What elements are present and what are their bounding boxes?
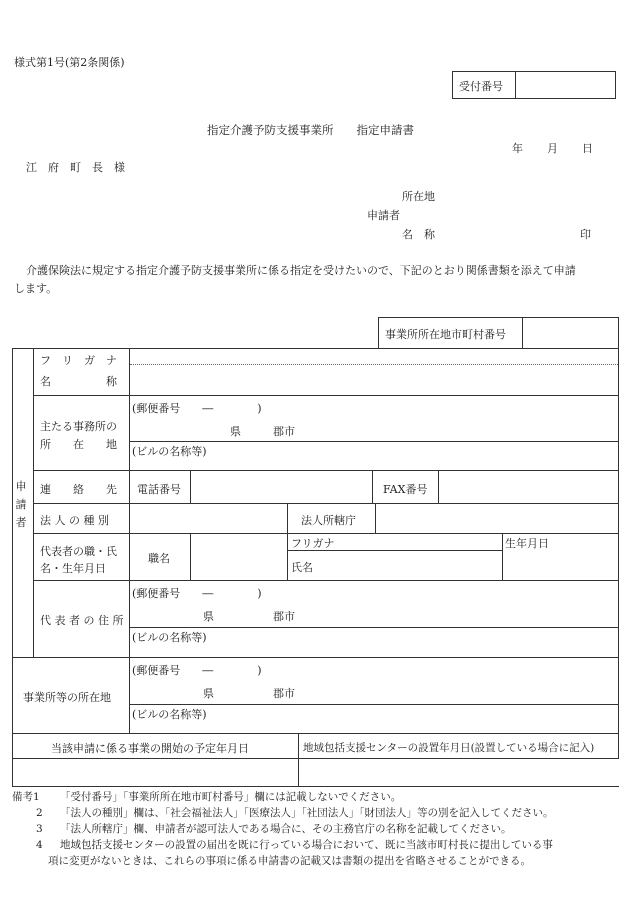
rep-address-city: 郡市 [273, 610, 295, 623]
table-line [372, 470, 373, 504]
table-line [33, 395, 619, 396]
center-date-label: 地域包括支援センターの設置年月日(設置している場合に記入) [303, 742, 595, 754]
jurisdiction-field[interactable] [379, 506, 615, 531]
addressee: 江 府 町 長 様 [26, 161, 125, 174]
table-line [129, 627, 619, 628]
seal-mark: 印 [580, 228, 591, 241]
table-line [12, 733, 619, 734]
start-date-label: 当該申請に係る事業の開始の予定年月日 [51, 742, 249, 755]
office-code-label: 事業所所在地市町村番号 [385, 328, 506, 341]
jurisdiction-label: 法人所轄庁 [301, 514, 356, 527]
fax-field[interactable] [442, 473, 615, 501]
corp-name-field[interactable] [132, 367, 616, 393]
rep-label-2: 名・生年月日 [40, 562, 106, 575]
center-date-field[interactable] [302, 761, 615, 784]
corp-type-field[interactable] [132, 506, 284, 531]
corp-name-label: 名 称 [40, 375, 117, 388]
furigana-field[interactable] [132, 350, 616, 363]
table-line [502, 533, 503, 581]
corp-type-label: 法 人 の 種 別 [40, 514, 109, 527]
rep-label-1: 代表者の職・氏 [40, 545, 117, 558]
office-address-postal: (郵便番号 ― ) [132, 664, 262, 677]
note-4-line1: 地域包括支援センターの設置の届出を既に行っている場合において、既に当該市町村長に提出している事 [60, 839, 553, 851]
furigana-divider [130, 364, 618, 365]
receipt-box-top [452, 71, 616, 72]
main-office-label-2: 所 在 地 [40, 438, 117, 451]
table-line [129, 441, 619, 442]
start-date-field[interactable] [15, 761, 295, 784]
note-4-line2: 項に変更がないときは、これらの事項に係る申請書の記載又は書類の提出を省略させることができる。 [48, 855, 531, 867]
rep-address-label: 代 表 者 の 住 所 [40, 614, 124, 627]
position-field[interactable] [194, 536, 284, 578]
table-line [12, 786, 619, 787]
receipt-box-left [452, 71, 453, 99]
receipt-number-label: 受付番号 [459, 80, 503, 93]
note-2-prefix: 2 [36, 807, 43, 819]
contact-label: 連 絡 先 [40, 483, 117, 496]
main-office-postal: (郵便番号 ― ) [132, 402, 262, 415]
rep-furigana-label: フリガナ [291, 537, 335, 550]
tel-label: 電話番号 [137, 483, 181, 496]
main-office-city: 郡市 [273, 425, 295, 438]
note-2: 「法人の種別」欄は、「社会福祉法人」「医療法人」「社団法人」「財団法人」等の別を記入してください。 [60, 807, 554, 819]
table-line [12, 758, 619, 759]
table-line [375, 503, 376, 534]
main-office-label-1: 主たる事務所の [40, 420, 117, 433]
applicant-name-label: 名 称 [402, 228, 435, 241]
note-4-prefix: 4 [36, 839, 43, 851]
table-line [618, 317, 619, 759]
receipt-box-bottom [452, 98, 616, 99]
table-line [129, 348, 130, 734]
date-year: 年 [512, 142, 523, 155]
rep-address-postal: (郵便番号 ― ) [132, 587, 262, 600]
office-address-building: (ビルの名称等) [132, 708, 207, 721]
office-code-field[interactable] [527, 320, 615, 346]
birth-date-label: 生年月日 [505, 537, 549, 550]
form-number: 様式第1号(第2条関係) [14, 56, 125, 69]
rep-address-prefecture: 県 [203, 610, 214, 623]
body-text-line1: 介護保険法に規定する指定介護予防支援事業所に係る指定を受けたいので、下記のとおり関係書類を添えて申請 [26, 264, 576, 277]
note-3: 「法人所轄庁」欄、申請者が認可法人である場合に、その主務官庁の名称を記載してください。 [60, 823, 512, 835]
office-address-city: 郡市 [273, 687, 295, 700]
tel-field[interactable] [194, 473, 369, 501]
table-line [129, 704, 619, 705]
table-line [190, 533, 191, 581]
table-line [12, 348, 13, 787]
note-1-prefix: 備考1 [12, 791, 40, 803]
office-address-prefecture: 県 [203, 687, 214, 700]
table-line [190, 470, 191, 504]
main-office-prefecture: 県 [230, 425, 241, 438]
rep-name-label: 氏名 [291, 561, 313, 574]
rep-address-building: (ビルの名称等) [132, 631, 207, 644]
note-1: 「受付番号」「事業所所在地市町村番号」欄には記載しないでください。 [60, 791, 402, 803]
main-office-building: (ビルの名称等) [132, 445, 207, 458]
table-line [438, 470, 439, 504]
note-3-prefix: 3 [36, 823, 43, 835]
table-line [378, 317, 379, 349]
table-line [33, 503, 619, 504]
furigana-label: フ リ ガ ナ [40, 354, 117, 367]
table-line [33, 580, 619, 581]
body-text-line2: します。 [14, 282, 58, 295]
applicant-label: 申請者 [367, 209, 400, 222]
position-label: 職名 [148, 552, 170, 565]
table-line [522, 317, 523, 349]
receipt-box-right [615, 71, 616, 99]
table-line [33, 533, 619, 534]
office-address-label: 事業所等の所在地 [23, 691, 111, 704]
table-line [12, 348, 619, 349]
receipt-box-mid [515, 71, 516, 99]
receipt-number-field[interactable] [520, 74, 612, 96]
table-line [287, 503, 288, 581]
table-line [298, 733, 299, 787]
fax-label: FAX番号 [383, 483, 428, 496]
table-line [12, 657, 619, 658]
applicant-location-label: 所在地 [402, 190, 435, 203]
applicant-vertical-text: 申請者 [15, 480, 27, 529]
applicant-vertical-label [15, 478, 31, 532]
document-title: 指定介護予防支援事業所 指定申請書 [207, 123, 414, 137]
table-line [33, 470, 619, 471]
date-month: 月 [547, 142, 558, 155]
table-line [378, 317, 619, 318]
date-day: 日 [582, 142, 593, 155]
table-line [33, 348, 34, 658]
